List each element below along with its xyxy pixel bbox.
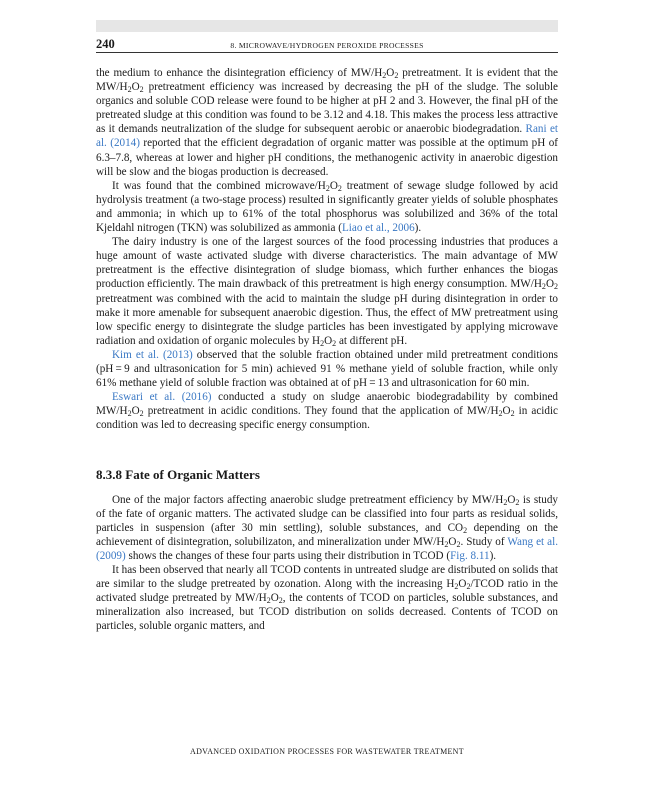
paragraph-2: It was found that the combined microwave/$H_2O_2$ treatment of sewage sludge followed by acid hydrolysis treatment (a two-stage process) resulted in significantly greater yields of soluble phosphates and ammonia; in which up to 61% of the total phosphorus was solubilized and 36% of the total Kjeldahl nitrogen (TKN) was solubilized as ammonia (Liao et al., 2006). <box>96 179 559 235</box>
section-heading: 8.3.8 Fate of Organic Matters <box>96 467 260 483</box>
header-divider <box>96 52 558 53</box>
running-head: 8. MICROWAVE/HYDROGEN PEROXIDE PROCESSES <box>230 41 424 50</box>
paragraph-7: It has been observed that nearly all TCOD contents in untreated sludge are distributed on solids that are similar to the sludge pretreated by ozonation. Along with the increasing $H_2O_2$/TCOD ratio in the activated sludge pretreated by $MW/H_2O_2$, the contents of TCOD on particles, soluble substances, and mineralization also increased, but TCOD distribution on solids decreased. Contents of TCOD on particles, soluble organic matters, and <box>96 564 559 633</box>
citation-link[interactable]: Kim et al. (2013) <box>112 348 193 361</box>
paragraph-1: the medium to enhance the disintegration efficiency of $MW/H_2O_2$ pretreatment. It is evident that the $MW/H_2O_2$ pretreatment efficiency was increased by decreasing the pH of the sludge. The soluble organics and soluble COD release were found to be higher at pH 2 and 3. However, the final pH of the pretreated sludge at this condition was found to be 3.12 and 4.18. This makes the process less attractive as it demands neutralization of the sludge for subsequent aerobic or anaerobic biodegradation. Rani et al. (2014) reported that the efficient degradation of organic matter was possible at the optimum pH of 6.3–7.8, whereas at lower and higher pH conditions, the methanogenic activity in anaerobic digestion will be slow and the biogas production is decreased. <box>96 67 559 178</box>
citation-link[interactable]: Liao et al., 2006 <box>341 222 415 235</box>
citation-link[interactable]: Wang et al. (2009) <box>96 535 558 562</box>
footer: ADVANCED OXIDATION PROCESSES FOR WASTEWATER TREATMENT <box>190 747 464 756</box>
paragraph-3: The dairy industry is one of the largest sources of the food processing industries that produces a huge amount of waste activated sludge with diverse characteristics. The main advantage of MW pretreatment is the effective disintegration of sludge biomass, which further enhances the biogas production efficiently. The main drawback of this pretreatment is high energy consumption. $MW/H_2O_2$ pretreatment was combined with the acid to maintain the sludge pH during disintegration in order to make it more amenable for subsequent anaerobic digestion. Thus, the effect of MW pretreatment using low specific energy to disintegrate the sludge particles has been investigated by applying microwave radiation and oxidation of organic molecules by $H_2O_2$ at different pH. <box>96 236 558 348</box>
page-number: 240 <box>96 37 115 51</box>
top-bar <box>96 20 558 32</box>
paragraph-6: One of the major factors affecting anaerobic sludge pretreatment efficiency by $MW/H_2O_2$ is study of the fate of organic matters. The activated sludge can be classified into four parts as residual solids, particles in suspension (after 30 min settling), soluble substances, and $CO_2$ depending on the achievement of disintegration, solubilizaton, and mineralization under $MW/H_2O_2$. Study of Wang et al. (2009) shows the changes of these four parts using their distribution in TCOD (Fig. 8.11). <box>96 493 558 562</box>
paragraph-4: Kim et al. (2013) observed that the soluble fraction obtained under mild pretreatment conditions (pH = 9 and ultrasonication for 5 min) achieved 91 % methane yield of soluble fraction, while only 61% methane yield of soluble fraction was obtained at of pH = 13 and ultrasonication for 60 min. <box>96 348 558 390</box>
body-text <box>96 66 558 633</box>
figure-link[interactable]: Fig. 8.11 <box>450 549 490 562</box>
citation-link[interactable]: Rani et al. (2014) <box>96 123 558 150</box>
citation-link[interactable]: Eswari et al. (2016) <box>112 391 212 404</box>
paragraph-5: Eswari et al. (2016) conducted a study on sludge anaerobic biodegradability by combined $MW/H_2O_2$ pretreatment in acidic conditions. They found that the application of $MW/H_2O_2$ in acidic condition was led to decreasing specific energy consumption. <box>96 391 559 432</box>
